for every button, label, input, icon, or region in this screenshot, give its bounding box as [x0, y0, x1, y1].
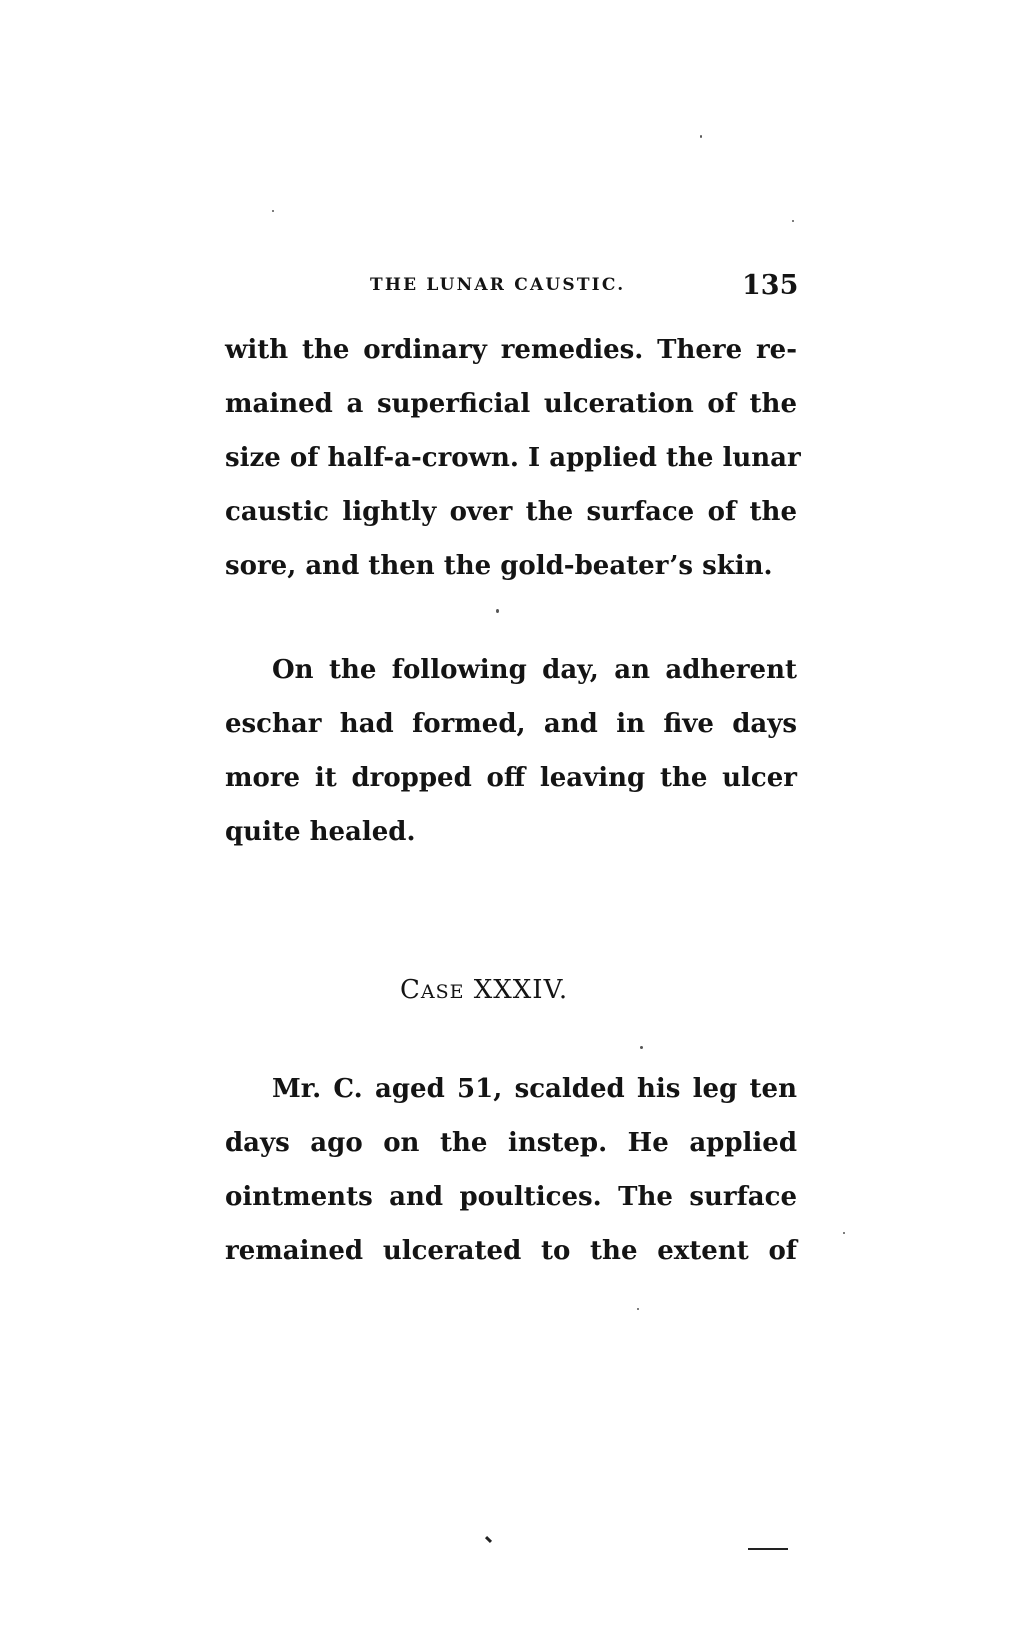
- scan-speck: [496, 609, 499, 613]
- running-title: THE LUNAR CAUSTIC.: [370, 275, 626, 295]
- text-line: eschar had formed, and in five days: [225, 709, 797, 739]
- text-line: size of half-a-crown. I applied the lunar: [225, 443, 801, 473]
- text-line: ointments and poultices. The surface: [225, 1182, 797, 1212]
- text-line: more it dropped off leaving the ulcer: [225, 763, 797, 793]
- scan-speck: [843, 1232, 845, 1234]
- text-line: Mr. C. aged 51, scalded his leg ten: [272, 1074, 797, 1104]
- case-heading-number: XXXIV.: [473, 975, 569, 1005]
- scan-mark: [748, 1548, 788, 1550]
- page-number: 135: [742, 270, 799, 301]
- text-line: remained ulcerated to the extent of: [225, 1236, 797, 1266]
- scan-speck: [792, 220, 794, 222]
- text-line: sore, and then the gold-beater’s skin.: [225, 551, 773, 581]
- scan-mark: [485, 1536, 492, 1543]
- text-line: days ago on the instep. He applied: [225, 1128, 797, 1158]
- scan-speck: [272, 210, 274, 212]
- scan-speck: [700, 135, 702, 138]
- text-line: mained a superficial ulceration of the: [225, 389, 797, 419]
- text-line: with the ordinary remedies. There re-: [225, 335, 797, 365]
- scan-speck: [640, 1046, 643, 1049]
- text-line: quite healed.: [225, 817, 416, 847]
- case-heading-small: ASE: [420, 981, 465, 1003]
- case-heading: [400, 975, 568, 1005]
- text-line: On the following day, an adherent: [272, 655, 797, 685]
- scan-speck: [637, 1308, 639, 1310]
- case-heading-initial: C: [400, 975, 421, 1005]
- text-line: caustic lightly over the surface of the: [225, 497, 797, 527]
